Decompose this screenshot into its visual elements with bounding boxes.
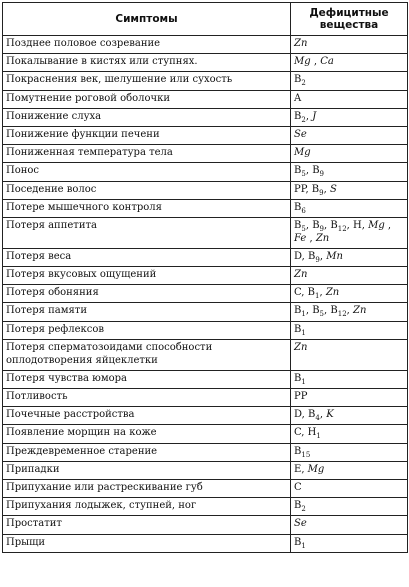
symptom-cell: Пониженная температура тела: [3, 145, 291, 163]
table-row: [3, 479, 408, 497]
symptom-cell: Потеря рефлексов: [3, 321, 291, 339]
table-row: [3, 72, 408, 90]
deficit-cell: PP: [291, 389, 408, 407]
deficit-cell: $B_1$: [291, 321, 408, 339]
table-row: [3, 126, 408, 144]
symptom-cell: Потеря памяти: [3, 303, 291, 321]
symptom-cell: Понижение функции печени: [3, 126, 291, 144]
table-row: [3, 199, 408, 217]
symptom-cell: Почечные расстройства: [3, 407, 291, 425]
deficit-cell: D, $B_9$, Mn: [291, 248, 408, 266]
deficit-cell: E, Mg: [291, 461, 408, 479]
table-row: [3, 36, 408, 54]
symptom-cell: Появление морщин на коже: [3, 425, 291, 443]
deficit-cell: Zn: [291, 339, 408, 370]
symptoms-table: [2, 2, 408, 553]
symptom-cell: Потеря обоняния: [3, 285, 291, 303]
symptom-cell: Припухания лодыжек, ступней, ног: [3, 498, 291, 516]
deficit-cell: Zn: [291, 267, 408, 285]
table-row: [3, 461, 408, 479]
table-row: [3, 425, 408, 443]
table-row: [3, 303, 408, 321]
table-row: [3, 534, 408, 552]
deficit-cell: C: [291, 479, 408, 497]
table-row: [3, 163, 408, 181]
table-row: [3, 339, 408, 370]
symptom-cell: Помутнение роговой оболочки: [3, 90, 291, 108]
table-row: [3, 145, 408, 163]
table-row: [3, 370, 408, 388]
symptom-cell: Покраснения век, шелушение или сухость: [3, 72, 291, 90]
deficit-cell: $B_{15}$: [291, 443, 408, 461]
table-body: [3, 36, 408, 553]
deficit-cell: Se: [291, 516, 408, 534]
deficit-cell: $B_2$: [291, 498, 408, 516]
table-row: [3, 90, 408, 108]
symptom-cell: Прыщи: [3, 534, 291, 552]
symptom-cell: Потеря аппетита: [3, 217, 291, 248]
deficit-cell: $B_2$: [291, 72, 408, 90]
symptom-cell: Припадки: [3, 461, 291, 479]
table-row: [3, 389, 408, 407]
table-row: [3, 443, 408, 461]
deficit-cell: C, $B_1$, Zn: [291, 285, 408, 303]
symptom-cell: Простатит: [3, 516, 291, 534]
symptom-cell: Потеря сперматозоидами способности оплодотворения яйцеклетки: [3, 339, 291, 370]
deficit-cell: $B_2$, J: [291, 108, 408, 126]
symptom-cell: Поседение волос: [3, 181, 291, 199]
table-row: [3, 217, 408, 248]
deficit-cell: C, $H_1$: [291, 425, 408, 443]
table-row: [3, 516, 408, 534]
table-row: [3, 498, 408, 516]
table-row: [3, 407, 408, 425]
symptom-cell: Понос: [3, 163, 291, 181]
deficit-cell: $B_1$: [291, 534, 408, 552]
table-row: [3, 267, 408, 285]
symptom-cell: Потеря чувства юмора: [3, 370, 291, 388]
symptom-cell: Преждевременное старение: [3, 443, 291, 461]
deficit-cell: Se: [291, 126, 408, 144]
symptom-cell: Покалывание в кистях или ступнях.: [3, 54, 291, 72]
symptom-cell: Понижение слуха: [3, 108, 291, 126]
deficit-cell: D, $B_4$, K: [291, 407, 408, 425]
table-header-row: [3, 3, 408, 36]
symptom-cell: Потеря веса: [3, 248, 291, 266]
deficit-cell: $B_5$, $B_9$, $B_{12}$, H, Mg , Fe , Zn: [291, 217, 408, 248]
deficit-cell: $B_1$: [291, 370, 408, 388]
symptom-cell: Потливость: [3, 389, 291, 407]
deficit-cell: Zn: [291, 36, 408, 54]
symptom-cell: Потеря вкусовых ощущений: [3, 267, 291, 285]
symptom-cell: Позднее половое созревание: [3, 36, 291, 54]
deficit-cell: $B_5$, $B_9$: [291, 163, 408, 181]
deficit-cell: $B_1$, $B_5$, $B_{12}$, Zn: [291, 303, 408, 321]
header-symptoms: Симптомы: [3, 3, 291, 36]
symptom-cell: Потере мышечного контроля: [3, 199, 291, 217]
table-row: [3, 285, 408, 303]
table-row: [3, 181, 408, 199]
deficit-cell: $B_6$: [291, 199, 408, 217]
table-row: [3, 108, 408, 126]
deficit-cell: A: [291, 90, 408, 108]
table-row: [3, 321, 408, 339]
table-row: [3, 248, 408, 266]
deficit-cell: Mg: [291, 145, 408, 163]
header-deficit: Дефицитные вещества: [291, 3, 408, 36]
table-row: [3, 54, 408, 72]
deficit-cell: PP, $B_9$, S: [291, 181, 408, 199]
deficit-cell: Mg , Ca: [291, 54, 408, 72]
document-page: [2, 2, 407, 586]
symptom-cell: Припухание или растрескивание губ: [3, 479, 291, 497]
